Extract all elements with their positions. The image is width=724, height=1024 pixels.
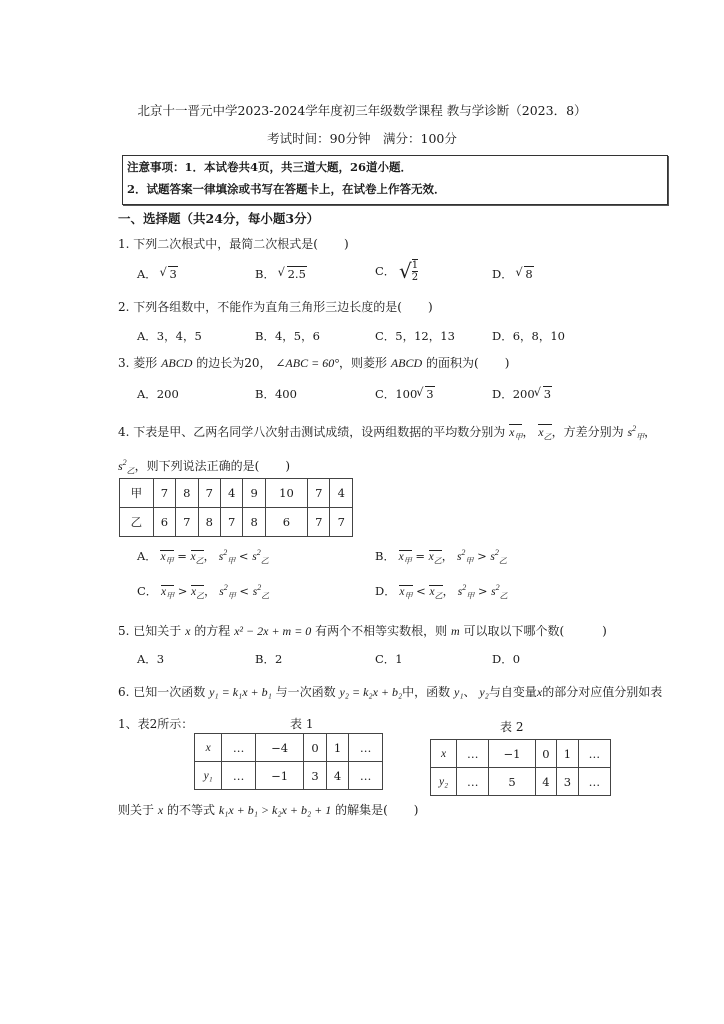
q1-close: )	[343, 237, 349, 251]
row-header-cell: 甲	[120, 479, 154, 508]
exam-title: 北京十一晋元中学2023-2024学年度初三年级数学课程 教与学诊断（2023．8）	[137, 103, 587, 118]
question-1-stem	[118, 235, 349, 252]
option-label: D．	[492, 267, 513, 281]
table-row	[431, 768, 611, 796]
q6-table-1	[194, 733, 383, 790]
table-cell: 7	[330, 508, 353, 537]
q3-text: 3. 菱形	[118, 356, 158, 370]
q4-text: ，则下列说法正确的是(	[134, 459, 260, 473]
q3-option-d	[492, 386, 552, 402]
notice-line-1: 注意事项：1．本试卷共4页，共三道大题，26道小题．	[127, 160, 413, 174]
var-x: x	[538, 425, 544, 439]
sup-2: 2	[223, 583, 228, 593]
q4-option-c	[137, 583, 269, 601]
mean-yi	[191, 585, 205, 601]
separator: ，	[522, 425, 535, 439]
q6-table-2	[430, 739, 611, 796]
sub-jia: 甲	[466, 591, 475, 601]
table-cell: −1	[489, 740, 535, 768]
radicand: 3	[169, 267, 177, 281]
table-cell: 0	[304, 734, 326, 762]
q6-text: 与自变量	[488, 685, 537, 699]
table-cell: 4	[330, 479, 353, 508]
table-cell: 8	[243, 508, 265, 537]
sub-jia: 甲	[403, 556, 412, 566]
variance-relation: >	[473, 549, 491, 563]
sup-2: 2	[461, 548, 466, 558]
q5-option-b: B．2	[255, 652, 283, 666]
question-4-stem	[118, 423, 656, 442]
table-cell: 5	[489, 768, 535, 796]
table-cell: 4	[221, 479, 243, 508]
q6-inequality: k₁x + b₁ > k₂x + b₂ + 1	[218, 803, 332, 817]
table-row	[195, 762, 383, 790]
var-x: x	[399, 586, 405, 598]
variance-jia	[457, 583, 475, 601]
separator: ，	[203, 549, 219, 563]
q4-text: ，方差分别为	[551, 425, 624, 439]
row-header-cell: x	[195, 734, 222, 762]
var-s: s	[490, 551, 495, 563]
sub-jia: 甲	[165, 556, 174, 566]
sub-jia: 甲	[465, 556, 474, 566]
mean-relation: <	[412, 584, 430, 598]
q6-text: 则关于	[118, 803, 155, 817]
sub-jia: 甲	[227, 556, 236, 566]
separator: ，	[644, 425, 657, 439]
mean-relation: =	[173, 549, 191, 563]
radicand: 3	[543, 387, 552, 401]
sup-2: 2	[122, 458, 127, 467]
question-6-final	[118, 801, 418, 818]
table-cell: −4	[255, 734, 303, 762]
table-cell: 7	[308, 479, 330, 508]
variance-yi	[252, 583, 270, 601]
table-row	[431, 740, 611, 768]
table-cell: 7	[198, 479, 220, 508]
mean-jia	[398, 550, 412, 566]
q5-text: 的方程	[194, 624, 231, 638]
sub-yi: 乙	[260, 556, 269, 566]
table-cell: 6	[265, 508, 307, 537]
var-s: s	[252, 551, 257, 563]
radicand: 8	[525, 267, 533, 281]
q6-text: 6. 已知一次函数	[118, 685, 206, 699]
sup-2: 2	[462, 583, 467, 593]
q1-option-a	[137, 266, 178, 282]
q6-text: 的解集是(	[335, 803, 388, 817]
table-cell: …	[457, 768, 489, 796]
q3-close: )	[504, 356, 510, 370]
var-s: s	[252, 586, 258, 598]
sub-yi: 乙	[261, 591, 270, 601]
q3-option-b: B．400	[255, 387, 297, 401]
variance-jia	[456, 548, 474, 566]
table-cell: …	[222, 762, 256, 790]
section-heading: 一、选择题（共24分，每小题3分）	[118, 211, 320, 226]
table-cell: −1	[255, 762, 303, 790]
var-s: s	[218, 551, 224, 563]
q2-option-b: B．4，5，6	[255, 329, 320, 343]
q5-equation: x² − 2x + m = 0	[234, 624, 312, 638]
q1-option-b	[255, 266, 307, 282]
option-label: C．	[375, 387, 396, 401]
table-cell: 7	[308, 508, 330, 537]
row-header-cell: 乙	[120, 508, 154, 537]
q3-rhombus: ABCD	[390, 356, 423, 370]
table-cell: …	[457, 740, 489, 768]
var-s: s	[491, 586, 496, 598]
sup-2: 2	[495, 583, 500, 593]
var-x: x	[191, 586, 197, 598]
variance-jia	[219, 583, 236, 601]
mean-jia	[399, 585, 413, 601]
table-cell: 9	[243, 479, 265, 508]
option-label: A．	[137, 549, 161, 563]
q6-text: 、	[463, 685, 476, 699]
var-s: s	[456, 551, 462, 563]
q4-text: 4. 下表是甲、乙两名同学八次射击测试成绩，设两组数据的平均数分别为	[118, 425, 506, 439]
sub-yi: 乙	[499, 591, 508, 601]
sqrt-icon	[535, 387, 552, 401]
q3-option-a: A．200	[137, 387, 179, 401]
sub-yi: 乙	[543, 432, 552, 442]
q1-option-c	[375, 259, 418, 283]
notice-line-2: 2．试题答案一律填涂或书写在答题卡上，在试卷上作答无效．	[127, 182, 446, 196]
q6-text: 的部分对应值分别如表	[542, 685, 663, 699]
question-2-stem	[118, 298, 433, 315]
coefficient: 200	[512, 387, 535, 401]
var-m: m	[450, 624, 460, 638]
q1-option-d	[492, 266, 534, 282]
q6-function-1: y₁ = k₁x + b₁	[209, 685, 272, 699]
question-5-stem	[118, 622, 607, 639]
var-x: x	[398, 551, 404, 563]
sup-2: 2	[257, 583, 262, 593]
separator: ，	[442, 584, 458, 598]
table-cell: …	[222, 734, 256, 762]
sub-jia: 甲	[514, 432, 523, 442]
option-label: A．	[137, 267, 157, 281]
q2-option-a: A．3，4，5	[137, 329, 202, 343]
table-cell: 4	[535, 768, 557, 796]
q5-text: 有两个不相等实数根，则	[315, 624, 448, 638]
q4-close: )	[285, 459, 291, 473]
var-s: s	[627, 425, 633, 439]
sup-2: 2	[223, 548, 228, 558]
q5-option-c: C．1	[375, 652, 403, 666]
radicand: 2.5	[287, 267, 306, 281]
table-row	[120, 479, 353, 508]
sub-yi: 乙	[498, 556, 507, 566]
sub-jia: 甲	[166, 591, 175, 601]
table-cell: 3	[557, 768, 579, 796]
sub-yi: 乙	[196, 591, 205, 601]
table-cell: 10	[265, 479, 307, 508]
variance-relation: <	[235, 549, 253, 563]
table-cell: …	[349, 734, 383, 762]
sqrt-icon: √	[398, 259, 412, 283]
var-s: s	[118, 459, 123, 473]
mean-jia	[509, 424, 523, 442]
table-cell: 4	[326, 762, 348, 790]
var-x: x	[429, 586, 435, 598]
table-row	[195, 734, 383, 762]
table-cell: 1	[326, 734, 348, 762]
variance-yi	[490, 548, 507, 566]
sup-2: 2	[632, 424, 637, 433]
exam-subtitle: 考试时间：90分钟 满分：100分	[267, 131, 457, 146]
q4-option-d	[375, 583, 508, 601]
q4-score-table	[119, 478, 353, 537]
coefficient: 100	[395, 387, 418, 401]
table-cell: 0	[535, 740, 557, 768]
table-cell: 7	[221, 508, 243, 537]
mean-yi	[190, 550, 204, 566]
var-x: x	[160, 586, 167, 598]
q4-option-a	[137, 548, 269, 566]
fraction	[412, 259, 418, 283]
question-6-line-2: 1、表2所示：	[118, 717, 194, 731]
var-x: x	[160, 551, 166, 563]
question-6-stem	[118, 683, 662, 700]
table-cell: 3	[304, 762, 326, 790]
sub-yi: 乙	[433, 556, 442, 566]
mean-relation: =	[411, 549, 429, 563]
mean-relation: >	[174, 584, 192, 598]
var-x: x	[428, 551, 434, 563]
var-x: x	[509, 425, 515, 439]
q5-option-a: A．3	[137, 652, 165, 666]
separator: ，	[441, 549, 457, 563]
q5-close: )	[602, 624, 607, 638]
sqrt-icon	[417, 387, 434, 401]
separator: ，	[204, 584, 220, 598]
variance-relation: <	[235, 584, 253, 598]
sqrt-icon	[279, 267, 307, 281]
variance-jia	[627, 424, 645, 442]
option-label: B．	[255, 267, 275, 281]
q6-close: )	[413, 803, 419, 817]
q4-option-b	[375, 548, 507, 566]
option-label: B．	[375, 549, 399, 563]
sup-2: 2	[256, 548, 261, 558]
denominator: 2	[411, 272, 419, 283]
mean-yi	[428, 550, 442, 566]
table-1-caption: 表 1	[290, 717, 314, 731]
q5-text: 可以取以下哪个数(	[463, 624, 565, 638]
sub-yi: 乙	[126, 466, 135, 476]
q3-rhombus: ABCD	[161, 356, 193, 370]
variance-yi	[491, 583, 508, 601]
mean-jia	[160, 550, 174, 566]
table-row	[120, 508, 353, 537]
var-x: x	[536, 685, 543, 699]
option-label: D．	[375, 584, 400, 598]
option-label: D．	[492, 387, 513, 401]
q2-close: )	[427, 300, 433, 314]
option-label: C．	[137, 584, 161, 598]
question-4-stem-cont	[118, 457, 290, 476]
row-header-cell: y₂	[431, 768, 457, 796]
table-cell: 8	[198, 508, 220, 537]
variance-yi	[252, 548, 269, 566]
table-cell: 1	[557, 740, 579, 768]
q1-stem-text: 1. 下列二次根式中，最简二次根式是(	[118, 237, 318, 251]
sub-jia: 甲	[404, 591, 413, 601]
sub-jia: 甲	[636, 432, 645, 442]
var-x: x	[157, 803, 164, 817]
mean-yi	[429, 585, 443, 601]
sub-jia: 甲	[227, 591, 236, 601]
q2-option-d: D．6，8，10	[492, 329, 565, 343]
sqrt-icon	[516, 267, 533, 281]
var-s: s	[457, 586, 463, 598]
table-cell: …	[578, 768, 610, 796]
table-cell: …	[578, 740, 610, 768]
row-header-cell: y₁	[195, 762, 222, 790]
sub-yi: 乙	[195, 556, 204, 566]
q3-text: ，则菱形	[339, 356, 388, 370]
var-s: s	[219, 586, 224, 598]
q5-option-d: D．0	[492, 652, 521, 666]
variance-relation: >	[474, 584, 492, 598]
mean-yi	[538, 424, 552, 442]
q3-text: 的面积为(	[426, 356, 479, 370]
q3-text: 的边长为20，	[196, 356, 272, 370]
var-x: x	[185, 624, 191, 638]
question-3-stem	[118, 354, 509, 371]
variance-yi	[118, 458, 135, 476]
table-cell: 6	[153, 508, 175, 537]
mean-jia	[160, 585, 175, 601]
table-cell: 7	[153, 479, 175, 508]
q6-text: 的不等式	[167, 803, 216, 817]
table-2-caption: 表 2	[500, 720, 524, 734]
sqrt-icon	[160, 267, 177, 281]
var-x: x	[190, 551, 196, 563]
q3-option-c	[375, 386, 435, 402]
row-header-cell: x	[431, 740, 457, 768]
table-cell: 8	[176, 479, 198, 508]
q2-stem-text: 2. 下列各组数中，不能作为直角三角形三边长度的是(	[118, 300, 402, 314]
numerator: 1	[411, 260, 419, 271]
var-y1: y₁	[454, 685, 464, 699]
q6-text: 与一次函数	[275, 685, 336, 699]
sub-yi: 乙	[434, 591, 443, 601]
q5-text: 5. 已知关于	[118, 624, 182, 638]
table-cell: …	[349, 762, 383, 790]
notice-box	[122, 155, 668, 205]
radicand: 3	[426, 387, 434, 401]
table-cell: 7	[176, 508, 198, 537]
variance-jia	[218, 548, 236, 566]
q2-option-c: C．5，12，13	[375, 329, 455, 343]
q6-function-2: y₂ = k₂x + b₂	[339, 685, 403, 699]
var-y2: y₂	[479, 685, 489, 699]
sup-2: 2	[494, 548, 499, 558]
q3-angle: ∠ABC = 60°	[275, 356, 339, 370]
q6-text: 中，函数	[402, 685, 451, 699]
option-label: C．	[375, 264, 396, 278]
